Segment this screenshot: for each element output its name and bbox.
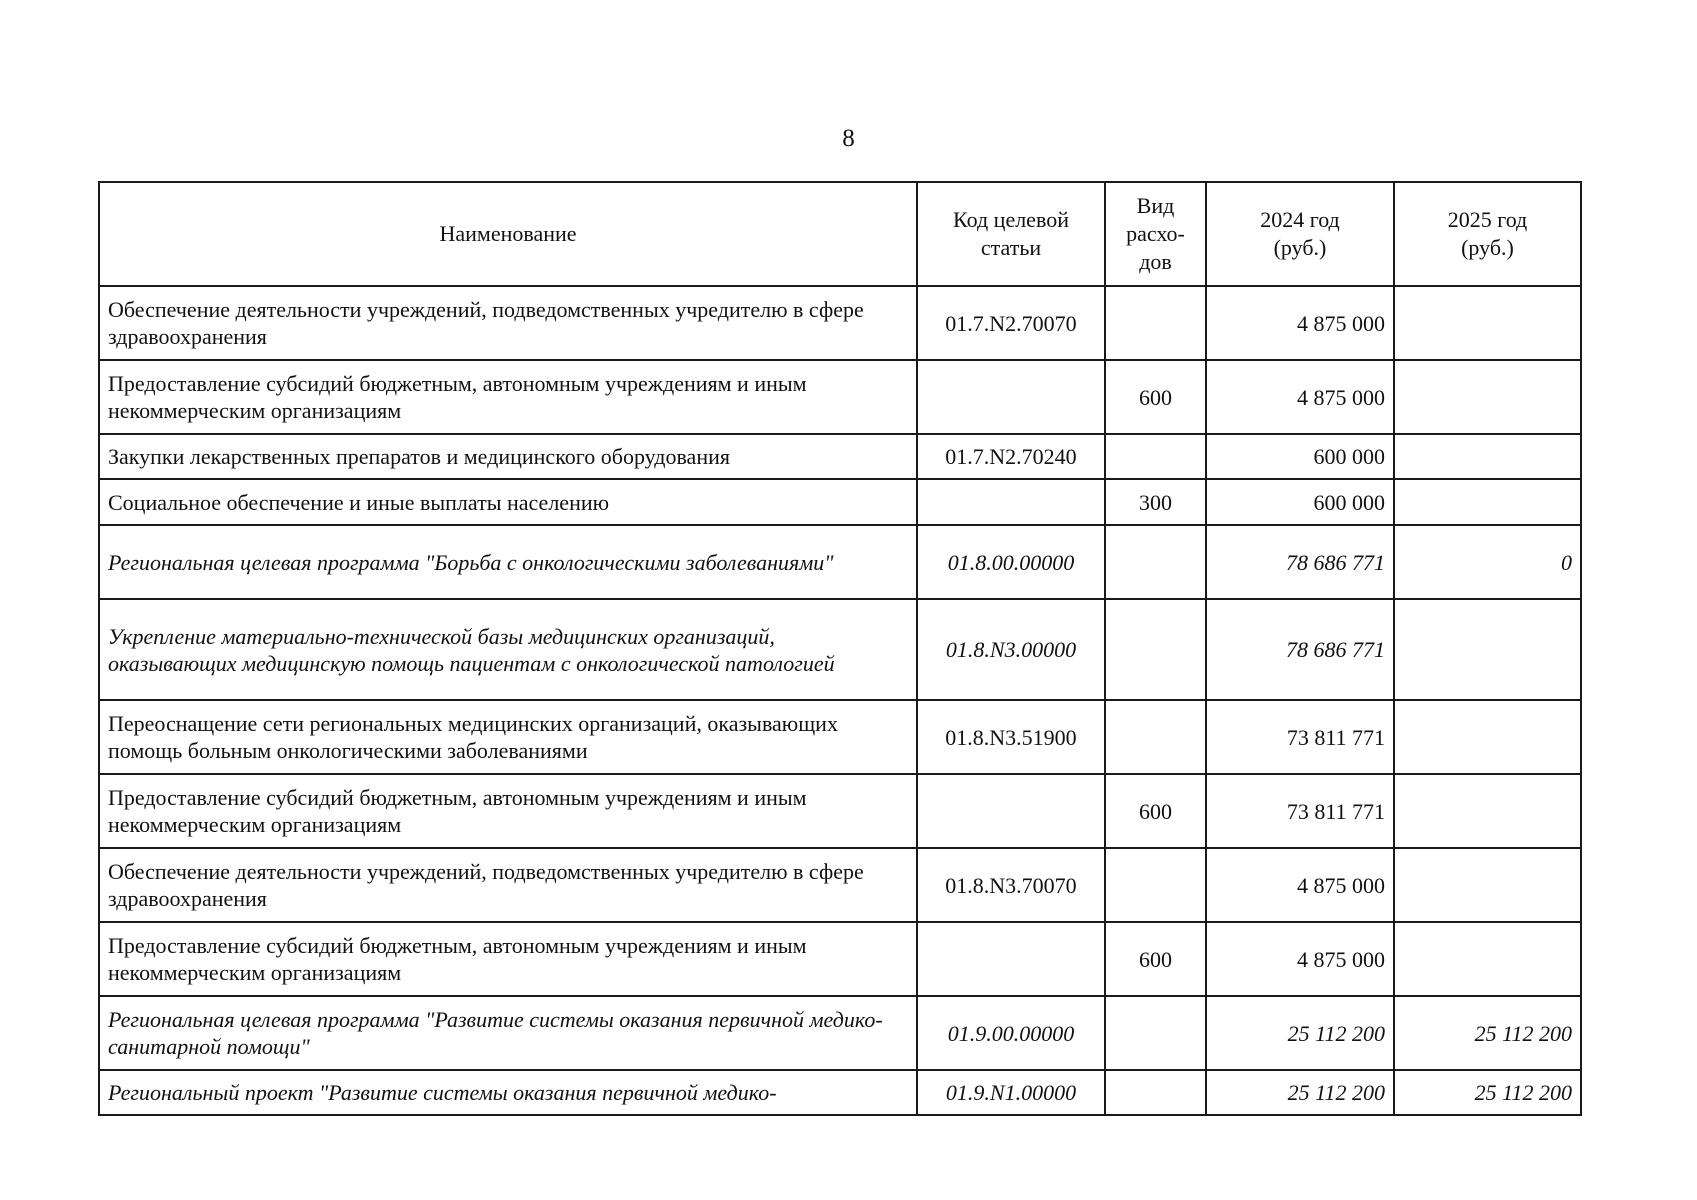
row-vid <box>1105 286 1206 360</box>
row-code: 01.7.N2.70070 <box>917 286 1105 360</box>
row-2025 <box>1394 774 1581 848</box>
table-row <box>99 922 1581 996</box>
row-2025 <box>1394 479 1581 525</box>
row-2025: 25 112 200 <box>1394 1070 1581 1115</box>
row-2024: 78 686 771 <box>1206 525 1394 599</box>
row-name: Региональная целевая программа "Развитие системы оказания первичной медико-санитарной помощи" <box>99 996 917 1070</box>
header-2024 <box>1206 182 1394 286</box>
row-vid <box>1105 848 1206 922</box>
header-2025-line1: 2025 год <box>1447 207 1528 232</box>
row-2024: 4 875 000 <box>1206 848 1394 922</box>
row-name: Предоставление субсидий бюджетным, автономным учреждениям и иным некоммерческим организациям <box>99 360 917 434</box>
table-row <box>99 479 1581 525</box>
row-vid: 600 <box>1105 774 1206 848</box>
table-row <box>99 525 1581 599</box>
header-2024-line2: (руб.) <box>1273 235 1327 260</box>
row-vid: 600 <box>1105 922 1206 996</box>
header-name <box>99 182 917 286</box>
row-name: Переоснащение сети региональных медицинских организаций, оказывающих помощь больным онкологическими заболеваниями <box>99 700 917 774</box>
row-vid <box>1105 525 1206 599</box>
row-vid <box>1105 1070 1206 1115</box>
table-row <box>99 434 1581 479</box>
row-2024: 73 811 771 <box>1206 774 1394 848</box>
row-2024: 4 875 000 <box>1206 922 1394 996</box>
row-code: 01.8.00.00000 <box>917 525 1105 599</box>
row-name: Обеспечение деятельности учреждений, подведомственных учредителю в сфере здравоохранения <box>99 286 917 360</box>
header-name-text: Наименование <box>439 221 577 246</box>
table-row <box>99 360 1581 434</box>
row-name: Региональная целевая программа "Борьба с онкологическими заболеваниями" <box>99 525 917 599</box>
row-2025 <box>1394 434 1581 479</box>
budget-table <box>98 181 1582 1116</box>
header-2025-line2: (руб.) <box>1461 235 1514 260</box>
header-code-line1: Код целевой <box>953 207 1069 232</box>
row-code: 01.8.N3.70070 <box>917 848 1105 922</box>
row-2024: 78 686 771 <box>1206 599 1394 700</box>
row-vid <box>1105 996 1206 1070</box>
row-2025 <box>1394 599 1581 700</box>
row-2024: 25 112 200 <box>1206 1070 1394 1115</box>
row-code: 01.9.00.00000 <box>917 996 1105 1070</box>
row-2024: 4 875 000 <box>1206 286 1394 360</box>
row-vid <box>1105 434 1206 479</box>
row-2025 <box>1394 286 1581 360</box>
table-row <box>99 996 1581 1070</box>
row-code: 01.9.N1.00000 <box>917 1070 1105 1115</box>
row-code <box>917 922 1105 996</box>
header-2024-line1: 2024 год <box>1260 207 1340 232</box>
header-vid-line1: Вид <box>1136 193 1175 218</box>
header-vid <box>1105 182 1206 286</box>
row-vid <box>1105 700 1206 774</box>
row-name: Социальное обеспечение и иные выплаты населению <box>99 479 917 525</box>
row-name: Закупки лекарственных препаратов и медицинского оборудования <box>99 434 917 479</box>
row-code: 01.8.N3.00000 <box>917 599 1105 700</box>
row-vid: 300 <box>1105 479 1206 525</box>
row-2024: 73 811 771 <box>1206 700 1394 774</box>
table-row <box>99 1070 1581 1115</box>
table-row <box>99 848 1581 922</box>
row-2025 <box>1394 360 1581 434</box>
row-2024: 600 000 <box>1206 434 1394 479</box>
table-header-row <box>99 182 1581 286</box>
row-vid: 600 <box>1105 360 1206 434</box>
table-row <box>99 599 1581 700</box>
row-code <box>917 774 1105 848</box>
header-vid-line3: дов <box>1139 249 1172 274</box>
row-code <box>917 360 1105 434</box>
row-2025 <box>1394 848 1581 922</box>
header-code <box>917 182 1105 286</box>
row-vid <box>1105 599 1206 700</box>
row-2025 <box>1394 922 1581 996</box>
row-name: Региональный проект "Развитие системы оказания первичной медико- <box>99 1070 917 1115</box>
row-2024: 600 000 <box>1206 479 1394 525</box>
row-2024: 4 875 000 <box>1206 360 1394 434</box>
page-number: 8 <box>842 125 855 152</box>
row-name: Предоставление субсидий бюджетным, автономным учреждениям и иным некоммерческим организациям <box>99 922 917 996</box>
table-row <box>99 286 1581 360</box>
header-vid-line2: расхо- <box>1126 221 1185 246</box>
row-name: Укрепление материально-технической базы медицинских организаций, оказывающих медицинскую помощь пациентам с онкологической патологией <box>99 599 917 700</box>
row-2024: 25 112 200 <box>1206 996 1394 1070</box>
row-code: 01.8.N3.51900 <box>917 700 1105 774</box>
table-row <box>99 700 1581 774</box>
row-name: Предоставление субсидий бюджетным, автономным учреждениям и иным некоммерческим организациям <box>99 774 917 848</box>
row-code <box>917 479 1105 525</box>
row-code: 01.7.N2.70240 <box>917 434 1105 479</box>
table-row <box>99 774 1581 848</box>
row-name: Обеспечение деятельности учреждений, подведомственных учредителю в сфере здравоохранения <box>99 848 917 922</box>
row-2025: 0 <box>1394 525 1581 599</box>
row-2025: 25 112 200 <box>1394 996 1581 1070</box>
row-2025 <box>1394 700 1581 774</box>
header-code-line2: статьи <box>980 235 1042 260</box>
header-2025 <box>1394 182 1581 286</box>
